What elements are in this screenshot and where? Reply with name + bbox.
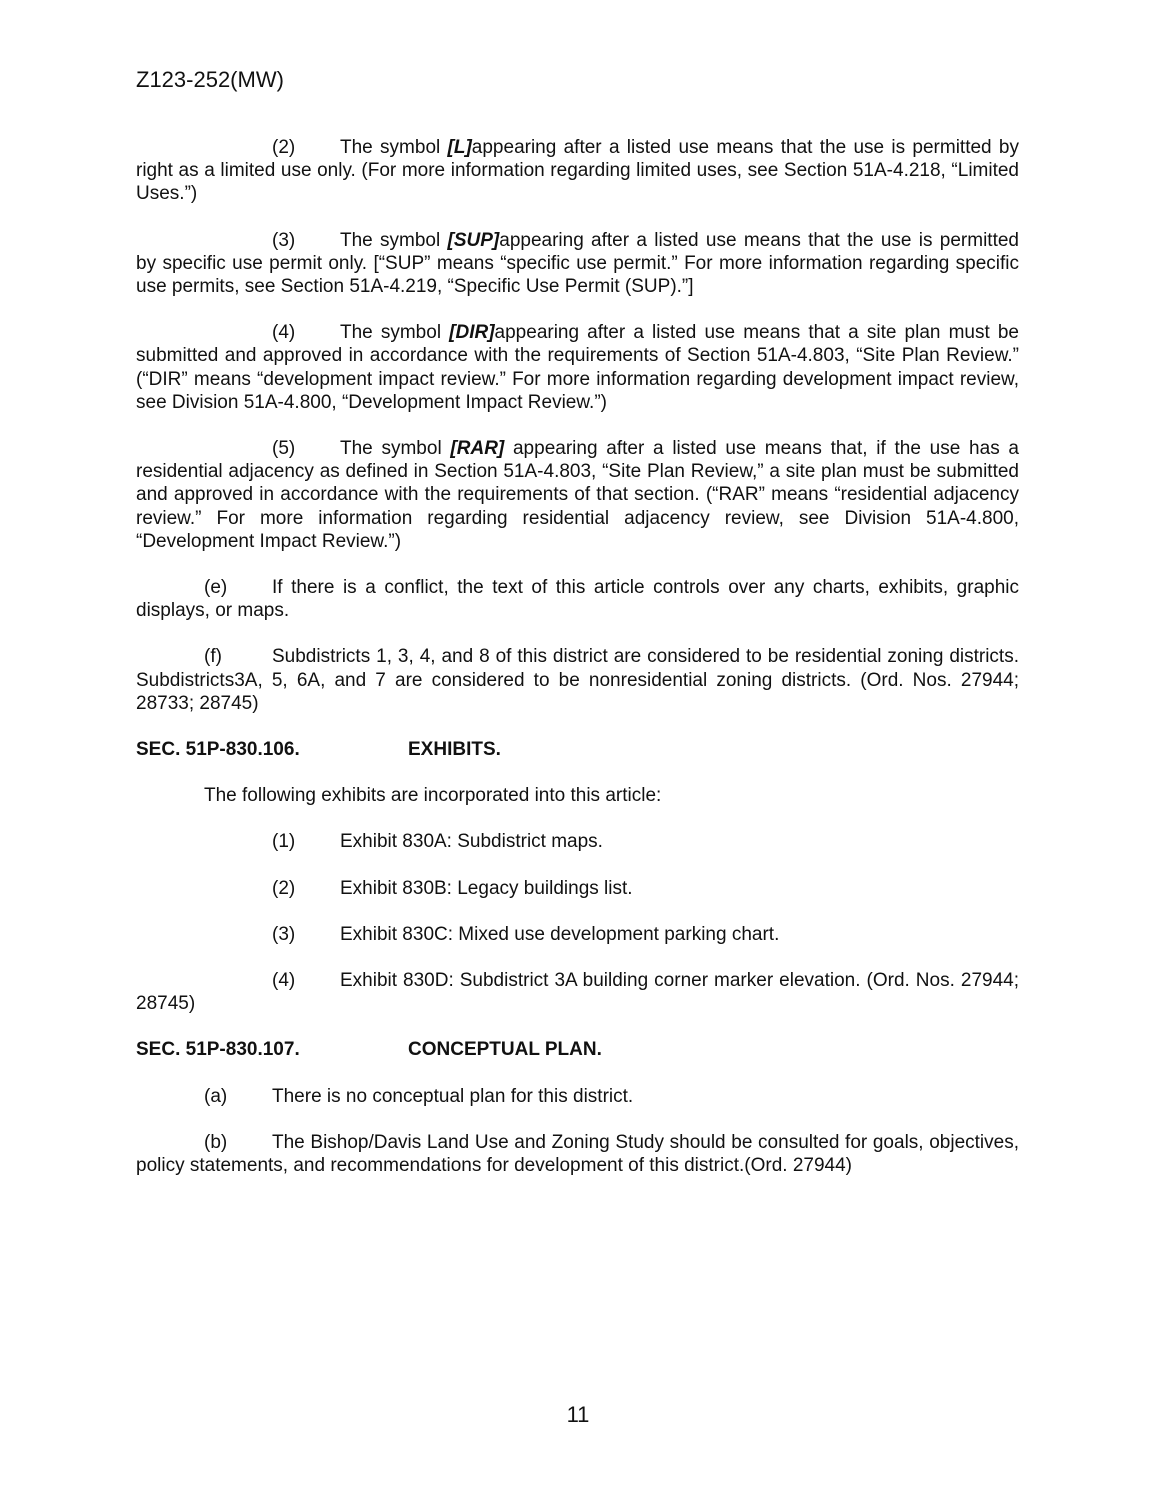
section-title: CONCEPTUAL PLAN. (408, 1039, 602, 1061)
paragraph-symbol-l: (2) The symbol [L]appearing after a listed use means that the use is permitted by right as a limited use only. (For more information regarding limited uses, see Section 51A-4.218, “Limited Uses.”) (136, 137, 1019, 205)
section-heading-conceptual-plan (136, 1038, 1019, 1061)
paragraph-e: (e) If there is a conflict, the text of this article controls over any charts, exhibits, graphic displays, or maps. (136, 577, 1019, 622)
paragraph-a: (a) There is no conceptual plan for this district. (204, 1085, 634, 1107)
paragraph-symbol-rar: (5) The symbol [RAR] appearing after a listed use means that, if the use has a residential adjacency as defined in Section 51A-4.803, “Site Plan Review,” a site plan must be submitted and approved in accordance with the requirements of that section. (“RAR” means “residential adjacency review.” For more information regarding residential adjacency review, see Division 51A-4.800, “Development Impact Review.”) (136, 438, 1020, 552)
paragraph-b: (b) The Bishop/Davis Land Use and Zoning Study should be consulted for goals, objectives, policy statements, and recommendations for development of this district.(Ord. 27944) (136, 1131, 1019, 1177)
item-number: (a) (204, 1085, 228, 1107)
exhibit-item: (2) Exhibit 830B: Legacy buildings list. (272, 877, 633, 899)
item-number: (4) (272, 970, 296, 992)
symbol-sup: [SUP] (447, 229, 500, 251)
section-heading-exhibits (136, 738, 1019, 761)
item-number: (2) (272, 137, 296, 158)
item-number: (4) (272, 322, 296, 344)
exhibit-item: (3) Exhibit 830C: Mixed use development parking chart. (272, 923, 780, 945)
exhibit-item: (4) Exhibit 830D: Subdistrict 3A building corner marker elevation. (Ord. Nos. 27944; 28745) (136, 970, 1019, 1015)
paragraph-f: (f) Subdistricts 1, 3, 4, and 8 of this district are considered to be residential zoning districts. Subdistricts3A, 5, 6A, and 7 are considered to be nonresidential zoning districts. (Ord. Nos. 27944; 28733; 28745) (136, 646, 1019, 714)
item-number: (b) (204, 1131, 228, 1153)
item-number: (f) (204, 646, 222, 668)
item-number: (e) (204, 577, 228, 599)
exhibits-intro: The following exhibits are incorporated into this article: (204, 785, 662, 807)
item-number: (3) (272, 923, 296, 945)
symbol-dir: [DIR] (449, 322, 495, 344)
document-id: Z123-252(MW) (136, 67, 284, 92)
symbol-rar: [RAR] (450, 438, 505, 460)
symbol-l: [L] (447, 137, 472, 158)
section-number: SEC. 51P-830.106. (136, 739, 300, 761)
paragraph-symbol-sup: (3) The symbol [SUP]appearing after a listed use means that the use is permitted by specific use permit only. [“SUP” means “specific use permit.” For more information regarding specific use permits, see Section 51A-4.219, “Specific Use Permit (SUP).”] (136, 229, 1019, 298)
item-number: (5) (272, 438, 296, 460)
paragraph-symbol-dir: (4) The symbol [DIR]appearing after a listed use means that a site plan must be submitted and approved in accordance with the requirements of Section 51A-4.803, “Site Plan Review.” (“DIR” means “development impact review.” For more information regarding development impact review, see Division 51A-4.800, “Development Impact Review.”) (136, 322, 1019, 413)
page-number: 11 (566, 1402, 590, 1427)
section-title: EXHIBITS. (408, 739, 501, 761)
item-number: (1) (272, 831, 296, 853)
exhibit-item: (1) Exhibit 830A: Subdistrict maps. (272, 831, 603, 853)
document-body (136, 136, 1019, 1200)
item-number: (2) (272, 877, 296, 899)
item-number: (3) (272, 229, 296, 251)
section-number: SEC. 51P-830.107. (136, 1039, 300, 1061)
